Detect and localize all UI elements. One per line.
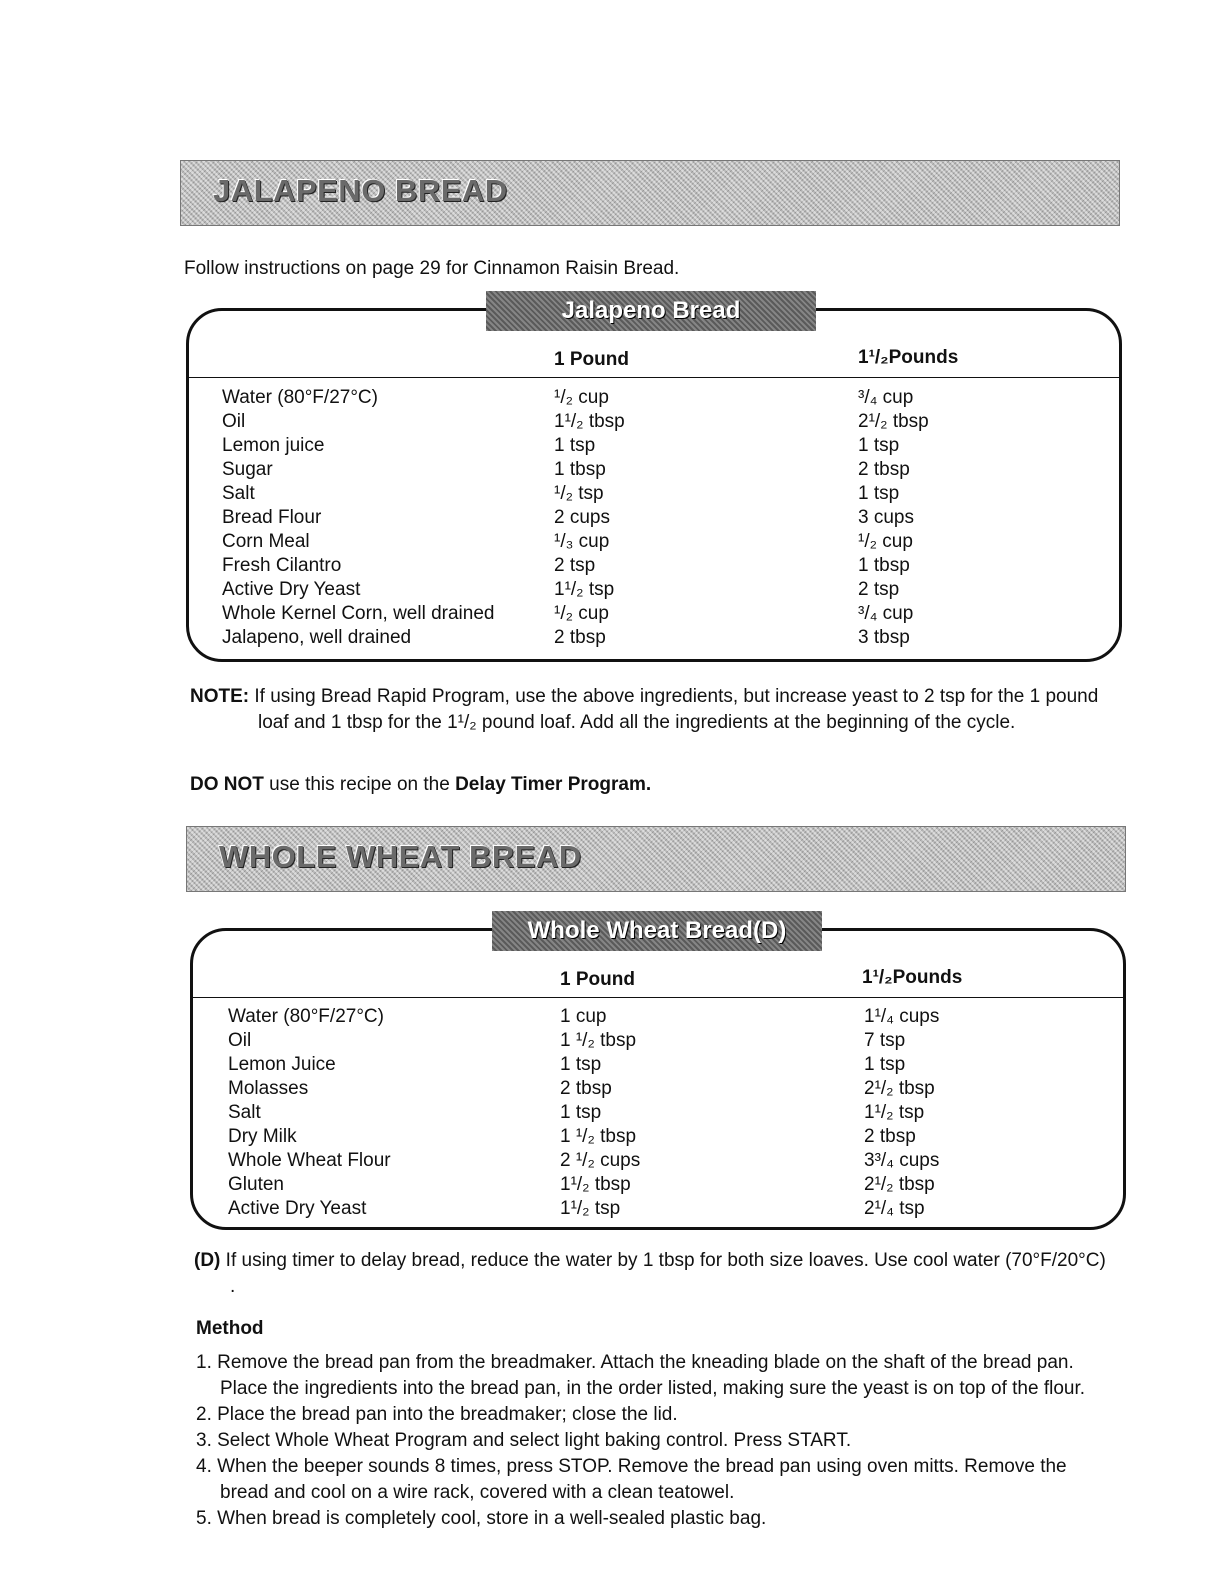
whole-wheat-recipe-box [190,928,1126,1230]
amount-1-pound: 2 ¹/₂ cups [560,1150,641,1171]
whole-wheat-col-1-pound: 1 Pound [560,969,635,990]
jalapeno-col-1-pound: 1 Pound [554,349,629,370]
amount-1-pound: 2 tbsp [554,627,606,648]
jalapeno-header-rule [189,377,1119,378]
ingredient-name: Whole Wheat Flour [228,1150,391,1171]
amount-1-pound: ¹/₃ cup [554,531,610,552]
ingredient-name: Oil [228,1030,252,1051]
jalapeno-box-title: Jalapeno Bread [486,291,816,331]
whole-wheat-header-rule [193,997,1123,998]
amount-1-5-pounds: 2 tbsp [864,1126,916,1147]
whole-wheat-col-1-5-pounds: 1¹/₂Pounds [862,967,963,988]
amount-1-5-pounds: 2¹/₂ tbsp [858,411,929,432]
ingredient-name: Whole Kernel Corn, well drained [222,603,495,624]
amount-1-pound: 1¹/₂ tbsp [560,1174,631,1195]
amount-1-pound: 1 tbsp [554,459,606,480]
amount-1-pound: 1 ¹/₂ tbsp [560,1126,637,1147]
ingredient-name: Gluten [228,1174,284,1195]
jalapeno-banner-title: JALAPENO BREAD [213,173,508,208]
amount-1-pound: 1¹/₂ tsp [560,1198,621,1219]
ingredient-name: Lemon Juice [228,1054,336,1075]
ingredient-name: Jalapeno, well drained [222,627,412,648]
method-title: Method [196,1318,264,1339]
amount-1-pound: 1 tsp [560,1054,602,1075]
jalapeno-do-not [190,772,1120,798]
ingredient-name: Corn Meal [222,531,310,552]
amount-1-pound: 2 tsp [554,555,596,576]
amount-1-pound: 1 tsp [554,435,596,456]
amount-1-5-pounds: ¹/₂ cup [858,531,913,552]
amount-1-5-pounds: ³/₄ cup [858,387,914,408]
amount-1-5-pounds: 2 tsp [858,579,900,600]
amount-1-pound: 2 cups [554,507,610,528]
jalapeno-col-1-5-pounds: 1¹/₂Pounds [858,347,959,368]
delay-timer-program: Delay Timer Program. [455,774,652,795]
ingredient-name: Salt [228,1102,261,1123]
ingredient-name: Water (80°F/27°C) [228,1006,384,1027]
amount-1-5-pounds: 2¹/₄ tsp [864,1198,925,1219]
amount-1-pound: 2 tbsp [560,1078,612,1099]
method-step: 5. When bread is completely cool, store in a well-sealed plastic bag. [196,1508,767,1529]
amount-1-5-pounds: 1 tbsp [858,555,910,576]
note-label: NOTE: [190,686,250,707]
amount-1-5-pounds: 2¹/₂ tbsp [864,1078,935,1099]
method-step: 4. When the beeper sounds 8 times, press STOP. Remove the bread pan using oven mitts. Remove the bread and cool on a wire rack, covered with a clean teatowel. [196,1456,1067,1503]
footnote-text: If using timer to delay bread, reduce the water by 1 tbsp for both size loaves. Use cool water (70°F/20°C) . [225,1250,1106,1297]
ingredient-name: Dry Milk [228,1126,297,1147]
ingredient-name: Salt [222,483,255,504]
do-not-label: DO NOT [190,774,264,795]
amount-1-5-pounds: 2¹/₂ tbsp [864,1174,935,1195]
amount-1-5-pounds: 7 tsp [864,1030,906,1051]
footnote-label: (D) [194,1250,221,1271]
amount-1-pound: 1 cup [560,1006,607,1027]
method-step: 1. Remove the bread pan from the breadmaker. Attach the kneading blade on the shaft of the bread pan. Place the ingredients into the bread pan, in the order listed, making sure the yeast is on top of the flour. [196,1352,1086,1399]
method-step: 3. Select Whole Wheat Program and select light baking control. Press START. [196,1430,852,1451]
jalapeno-note [190,684,1120,736]
amount-1-5-pounds: 1 tsp [864,1054,906,1075]
ingredient-name: Water (80°F/27°C) [222,387,378,408]
amount-1-pound: ¹/₂ cup [554,387,609,408]
amount-1-5-pounds: 1 tsp [858,483,900,504]
ingredient-name: Fresh Cilantro [222,555,342,576]
ingredient-name: Active Dry Yeast [222,579,361,600]
do-not-text: use this recipe on the [269,774,450,795]
delay-footnote [194,1248,1114,1300]
amount-1-5-pounds: 1¹/₄ cups [864,1006,940,1027]
amount-1-pound: 1 ¹/₂ tbsp [560,1030,637,1051]
amount-1-pound: ¹/₂ cup [554,603,609,624]
amount-1-pound: ¹/₂ tsp [554,483,604,504]
ingredient-name: Oil [222,411,246,432]
note-text: If using Bread Rapid Program, use the above ingredients, but increase yeast to 2 tsp for the 1 pound loaf and 1 tbsp for the 1¹/₂ pound loaf. Add all the ingredients at the beginning of the cycle. [254,686,1099,733]
ingredient-name: Sugar [222,459,273,480]
method-step: 2. Place the bread pan into the breadmaker; close the lid. [196,1404,678,1425]
amount-1-5-pounds: 1 tsp [858,435,900,456]
amount-1-5-pounds: 3 tbsp [858,627,910,648]
jalapeno-banner [180,160,1120,226]
amount-1-pound: 1 tsp [560,1102,602,1123]
amount-1-5-pounds: 1¹/₂ tsp [864,1102,925,1123]
ingredient-name: Lemon juice [222,435,325,456]
amount-1-pound: 1¹/₂ tsp [554,579,615,600]
whole-wheat-box-title: Whole Wheat Bread(D) [492,911,822,951]
amount-1-pound: 1¹/₂ tbsp [554,411,625,432]
ingredient-name: Active Dry Yeast [228,1198,367,1219]
ingredient-name: Molasses [228,1078,309,1099]
jalapeno-intro: Follow instructions on page 29 for Cinnamon Raisin Bread. [184,258,680,279]
amount-1-5-pounds: 3 cups [858,507,914,528]
amount-1-5-pounds: 2 tbsp [858,459,910,480]
amount-1-5-pounds: 3³/₄ cups [864,1150,940,1171]
amount-1-5-pounds: ³/₄ cup [858,603,914,624]
method-steps [196,1350,1116,1532]
ingredient-name: Bread Flour [222,507,322,528]
whole-wheat-banner-title: WHOLE WHEAT BREAD [219,839,582,874]
whole-wheat-banner [186,826,1126,892]
